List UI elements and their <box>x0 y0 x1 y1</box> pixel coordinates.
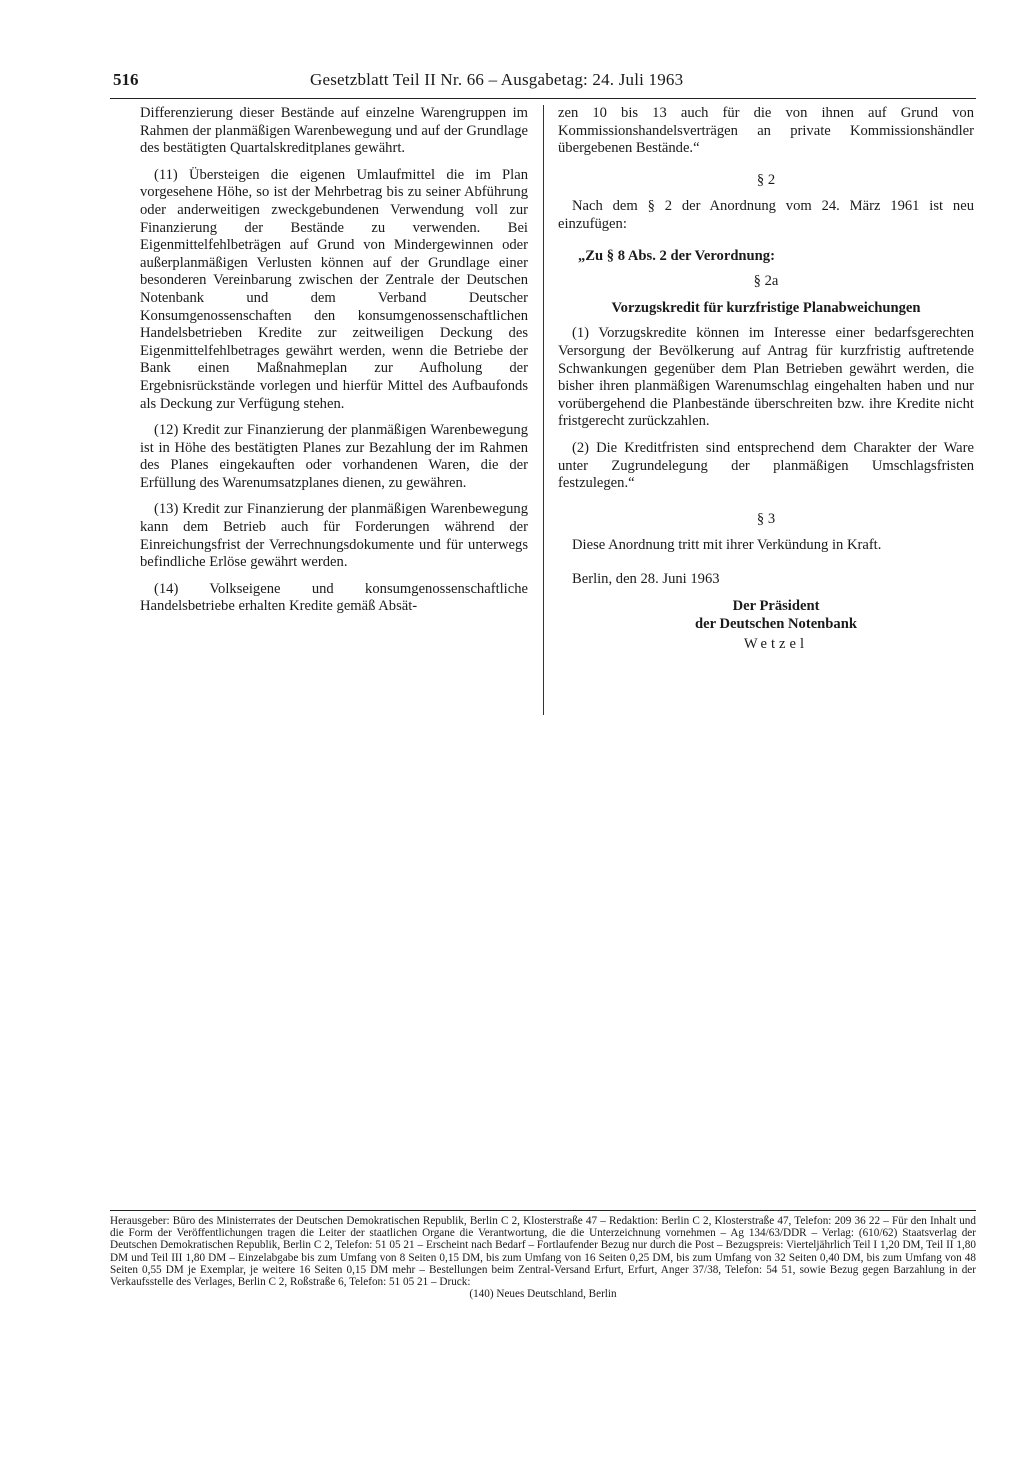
column-divider <box>543 105 544 715</box>
section-2a-paragraph-2: (2) Die Kreditfristen sind entsprechend dem Charakter der Ware unter Zugrundelegung der planmäßigen Umschlagsfristen festzulegen.“ <box>558 439 974 492</box>
section-2-text: Nach dem § 2 der Anordnung vom 24. März 1961 ist neu einzufügen: <box>558 198 974 232</box>
printer-line: (140) Neues Deutschland, Berlin <box>469 1288 617 1301</box>
section-2a-heading: § 2a <box>753 273 779 290</box>
imprint-footer <box>110 1210 976 1300</box>
paragraph-13: (13) Kredit zur Finanzierung der planmäßigen Warenbewegung kann dem Betrieb auch für Forderungen während der Einreichungsfrist der Verrechnungsdokumente und für unterwegs befindliche Erlöse gewährt werden. <box>140 501 528 571</box>
signer-title-2: der Deutschen Notenbank <box>695 616 857 633</box>
section-2a-title: Vorzugskredit für kurzfristige Planabweichungen <box>611 299 921 316</box>
section-3-heading: § 3 <box>756 510 776 527</box>
amendment-heading: „Zu § 8 Abs. 2 der Verordnung: <box>578 247 775 264</box>
paragraph-intro: Differenzierung dieser Bestände auf einzelne Warengruppen im Rahmen der planmäßigen Warenbewegung und auf der Grundlage des bestätigten Quartalskreditplanes gewährt. <box>140 105 528 157</box>
paragraph-continuation: zen 10 bis 13 auch für die von ihnen auf Grund von Kommissionshandelsverträgen an private Kommissionshändler übergebenen Bestände.“ <box>558 105 974 157</box>
date-line: Berlin, den 28. Juni 1963 <box>572 570 720 587</box>
signer-title-1: Der Präsident <box>732 598 820 615</box>
paragraph-12: (12) Kredit zur Finanzierung der planmäßigen Warenbewegung ist in Höhe des bestätigten Planes zur Bezahlung der im Rahmen des Planes eingekauften oder vorhandenen Waren, die der Erfüllung des Warenumsatzplanes dienen, zu gewähren. <box>140 422 528 491</box>
paragraph-14: (14) Volkseigene und konsumgenossenschaftliche Handelsbetriebe erhalten Kredite gemäß Absät- <box>140 580 528 615</box>
imprint-text: Herausgeber: Büro des Ministerrates der Deutschen Demokratischen Republik, Berlin C 2, Klosterstraße 47 – Redaktion: Berlin C 2, Klosterstraße 47, Telefon: 209 36 22 – Für den Inhalt und die Form der Veröffentlichungen tragen die Leiter der staatlichen Organe die Verantwortung, die die Unterzeichnung vornehmen – Ag 134/63/DDR – Verlag: (610/62) Staatsverlag der Deutschen Demokratischen Republik, Berlin C 2, Telefon: 51 05 21 – Erscheint nach Bedarf – Fortlaufender Bezug nur durch die Post – Bezugspreis: Vierteljährlich Teil I 1,20 DM, Teil II 1,80 DM und Teil III 1,80 DM – Einzelabgabe bis zum Umfang von 8 Seiten 0,15 DM, bis zum Umfang von 16 Seiten 0,25 DM, bis zum Umfang von 32 Seiten 0,40 DM, bis zum Umfang von 48 Seiten 0,55 DM je Exemplar, je weitere 16 Seiten 0,15 DM mehr – Bestellungen beim Zentral-Versand Erfurt, Erfurt, Anger 37/38, Telefon: 54 51, sowie Bezug gegen Barzahlung in der Verkaufsstelle des Verlages, Berlin C 2, Roßstraße 6, Telefon: 51 05 21 – Druck: <box>110 1215 976 1289</box>
page-number: 516 <box>113 70 139 89</box>
paragraph-11: (11) Übersteigen die eigenen Umlaufmittel die im Plan vorgesehene Höhe, so ist der Mehrbetrag bis zu seiner Abführung oder anderweitigen zweckgebundenen Verwendung voll zur Finanzierung der Bestände zu verwenden. Bei Eigenmittelfehlbeträgen auf Grund von Mindergewinnen oder außerplanmäßigen Verlusten können auf der Grundlage einer besonderen Vereinbarung zwischen der Zentrale der Deutschen Notenbank und dem Verband Deutscher Konsumgenossenschaften den konsumgenossenschaftlichen Handelsbetrieben Kredite zur zeitweiligen Deckung des Eigenmittelfehlbetrages gewährt werden, wenn die Betriebe der Bank einen Maßnahmeplan zur Aufholung der Ergebnisrückstände vorlegen und hierfür Mittel des Aufbaufonds als Deckung zur Verfügung stehen. <box>140 166 528 412</box>
signer-name: Wetzel <box>743 635 809 652</box>
right-column <box>558 105 974 653</box>
header-title: Gesetzblatt Teil II Nr. 66 – Ausgabetag: 24. Juli 1963 <box>310 70 684 89</box>
left-column <box>140 105 528 625</box>
section-2a-paragraph-1: (1) Vorzugskredite können im Interesse einer bedarfsgerechten Versorgung der Bevölkerung auf Antrag für kurzfristig auftretende Schwankungen gegenüber dem Plan Betrieben gewährt werden, die bisher ihren planmäßigen Warenumschlag eingehalten haben und nur vorübergehend die Planbestände überschreiten bzw. ihre Kredite nicht fristgerecht zurückzahlen. <box>558 325 974 430</box>
section-2-heading: § 2 <box>756 171 776 188</box>
page-header <box>110 70 976 99</box>
section-3-text: Diese Anordnung tritt mit ihrer Verkündung in Kraft. <box>572 537 882 554</box>
